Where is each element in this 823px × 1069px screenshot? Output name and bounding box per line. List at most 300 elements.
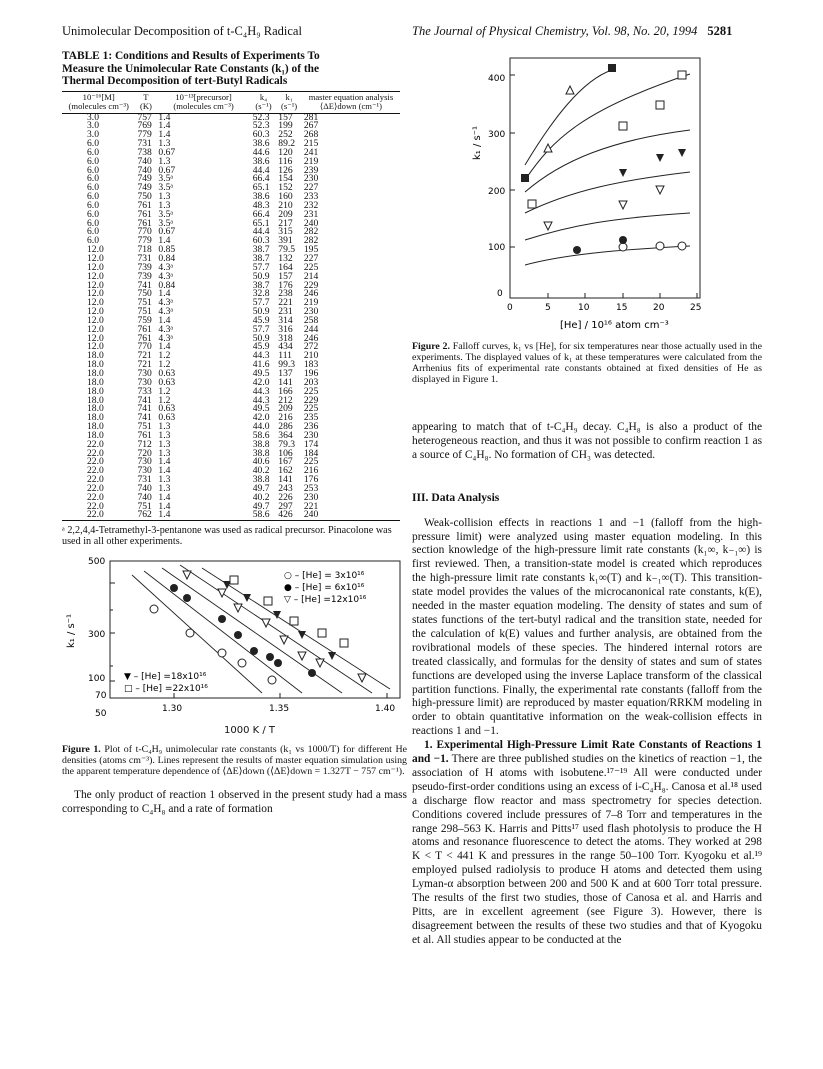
svg-text:1.35: 1.35 (269, 704, 290, 715)
journal-citation (412, 24, 732, 39)
table-cell: 730 (137, 465, 152, 477)
table-cell: 60.3 (252, 235, 270, 247)
table-cell: 12.0 (87, 306, 104, 318)
table-cell: 12.0 (87, 244, 104, 256)
table-cell: 57.7 (252, 297, 270, 309)
table-cell: 426 (278, 509, 293, 521)
table-row (62, 343, 400, 352)
table-cell: 167 (278, 456, 293, 468)
table-cell: 1.2 (158, 385, 171, 397)
data-point (521, 174, 529, 182)
table-cell: 18.0 (87, 394, 104, 406)
table-caption (62, 50, 407, 88)
falloff-curve (525, 130, 690, 192)
table-cell: 199 (278, 120, 293, 132)
table-cell: 22.0 (87, 456, 104, 468)
table-cell: 769 (137, 120, 152, 132)
table-row (62, 255, 400, 264)
table-row (62, 423, 400, 432)
data-point (678, 149, 686, 157)
table-cell: 166 (278, 385, 293, 397)
data-point (250, 647, 258, 655)
table-row (62, 299, 400, 308)
table-cell: 44.4 (252, 226, 270, 238)
table-row (62, 202, 400, 211)
table-row (62, 370, 400, 379)
table-cell: 741 (137, 279, 152, 291)
table-cell: 1.4 (158, 314, 171, 326)
table-cell: 239 (303, 164, 319, 176)
table-row (62, 273, 400, 282)
svg-text:400: 400 (488, 74, 506, 84)
table-cell: 1.2 (158, 359, 171, 371)
table-cell: 0.63 (158, 367, 176, 379)
table-cell: 252 (278, 129, 293, 141)
table-cell: 281 (303, 111, 319, 123)
table-cell: 1.4 (158, 288, 171, 300)
table-cell: 152 (278, 182, 293, 194)
table-cell: 40.2 (252, 465, 270, 477)
table-cell: 4.3ᵃ (158, 261, 174, 273)
table-cell: 6.0 (87, 155, 99, 167)
data-point (262, 619, 270, 627)
table-cell: 779 (137, 129, 152, 141)
table-row (62, 122, 400, 131)
table-cell: 4.3ᵃ (158, 297, 174, 309)
table-cell: 230 (303, 173, 319, 185)
right-column (412, 50, 762, 948)
table-row (62, 140, 400, 149)
table-cell: 40.2 (252, 491, 270, 503)
table-cell: 0.67 (158, 226, 176, 238)
table-cell: 3.5ᵃ (158, 208, 174, 220)
table-cell: 225 (303, 456, 319, 468)
figure2-data-points (521, 64, 686, 254)
data-point (268, 676, 276, 684)
table-cell: 162 (278, 465, 293, 477)
table-cell: 60.3 (252, 129, 270, 141)
table-cell: 18.0 (87, 359, 104, 371)
table-cell: 212 (278, 394, 293, 406)
table-cell: 38.7 (252, 253, 270, 264)
table-cell: 6.0 (87, 164, 99, 176)
table-row (62, 308, 400, 317)
table-cell: 210 (303, 350, 319, 362)
table-cell: 217 (278, 217, 293, 229)
data-point (678, 71, 686, 79)
paragraph (412, 517, 762, 740)
table-cell: 18.0 (87, 403, 104, 415)
table-cell: 733 (137, 385, 152, 397)
table-cell: 4.3ᵃ (158, 270, 174, 282)
column-header: 10⁻¹⁶[M] (molecules cm⁻³) (62, 91, 135, 113)
paragraph-text: There are three published studies on the kinetics of reaction −1, the association of H atoms with isobutene.¹⁷⁻¹⁹ All were conducted under pseudo-first-order conditions using an excess of i-C₄H₈. Canosa et al.¹⁸ used a discharge flow reactor and mass spectrometry for species detection. Conditions covered include pressures of 7–8 Torr and temperatures in the range 298–563 K. Harris and Pitts¹⁷ used flash photolysis to produce the H atoms and resonance fluorescence to detect the atoms. They worked at 298 K < T < 441 K and pressures in the range 50–100 Torr. Kyogoku et al.¹⁹ employed pulsed radiolysis to produce H atoms and detected them using Lyman-α absorption between 200 and 500 K and at 600 Torr total pressure. The results of the first two studies, those of Canosa et al. and Harris and Pitts, are in excellent agreement (see Figure 3). However, there is disagreement between the results of these two studies and that of Kyogoku et al. All studies appear to be conducted at the (412, 753, 762, 946)
table-cell: 22.0 (87, 500, 104, 512)
data-point (608, 64, 616, 72)
table-cell: 1.3 (158, 429, 171, 441)
table-cell: 209 (278, 208, 293, 220)
data-point (298, 631, 306, 639)
table-cell: 318 (278, 332, 293, 344)
data-point (238, 659, 246, 667)
table-row (62, 503, 400, 512)
table-cell: 316 (278, 323, 293, 335)
table-cell: 49.7 (252, 482, 270, 494)
table-cell: 1.3 (158, 421, 171, 433)
table-cell: 282 (303, 235, 319, 247)
table-cell: 4.3ᵃ (158, 306, 174, 318)
table-row (62, 326, 400, 335)
table-row (62, 175, 400, 184)
table-cell: 45.9 (252, 341, 270, 353)
table-cell: 779 (137, 235, 152, 247)
figure2-frame (488, 58, 701, 313)
table-row (62, 220, 400, 229)
table-cell: 434 (278, 341, 293, 353)
paragraph-text: The only product of reaction 1 observed in the present study had a mass corresponding to C₄H₈ and a rate of formation (62, 789, 407, 816)
table-cell: 1.3 (158, 155, 171, 167)
table-cell: 1.4 (158, 120, 171, 132)
table-cell: 6.0 (87, 138, 99, 150)
table-cell: 231 (303, 208, 319, 220)
table-row (62, 397, 400, 406)
table-cell: 57.7 (252, 261, 270, 273)
table-cell: 241 (303, 146, 319, 158)
svg-text:300: 300 (488, 130, 506, 140)
svg-text:1.40: 1.40 (375, 704, 396, 715)
table-cell: 750 (137, 191, 152, 203)
svg-text:100: 100 (488, 243, 506, 253)
table-cell: 229 (303, 279, 319, 291)
table-cell: 751 (137, 500, 152, 512)
data-point (528, 200, 536, 208)
table-cell: 12.0 (87, 253, 104, 264)
table-cell: 761 (137, 323, 152, 335)
table-cell: 229 (303, 394, 319, 406)
column-header: master equation analysis ⟨ΔE⟩down (cm⁻¹) (302, 91, 400, 113)
journal-name: The Journal of Physical Chemistry, Vol. 98, No. 20, 1994 (412, 24, 698, 38)
table-cell: 230 (303, 429, 319, 441)
table-cell: 44.3 (252, 385, 270, 397)
table-cell: 230 (303, 491, 319, 503)
table-cell: 120 (278, 146, 293, 158)
table-cell: 157 (278, 111, 293, 123)
table-cell: 49.5 (252, 367, 270, 379)
table-cell: 79.3 (278, 438, 296, 450)
data-point (318, 629, 326, 637)
table-cell: 225 (303, 261, 319, 273)
data-point (218, 589, 226, 597)
table-cell: 12.0 (87, 297, 104, 309)
table-body (62, 113, 400, 521)
table-cell: 1.2 (158, 350, 171, 362)
data-point (186, 629, 194, 637)
table-cell: 253 (303, 482, 319, 494)
paragraph-text: Weak-collision effects in reactions 1 and −1 (falloff from the high-pressure limit) were analyzed using master equation modeling. In this section knowledge of the high-pressure limit rate constants (k₁∞, k₋₁∞) is first reviewed. Then, a transition-state model is created which reproduces the high-pressure limit rate constants k₁∞(T) and k₋₁∞(T). This transition-state model provides the values of the microcanonical rate constants, k(E), needed in the master equation modeling. The density of states and sum of states functions of the tert-butyl radical and the transition state, needed for the calculation of k(E) values and further analysis, are obtained from the rovibrational models of these species. The hindered internal rotors are treated classically, and formulas for the density of states and sum of states functions are developed using the inverse Laplace transform of the classical partition functions. Finally, the experimental rate constants (falloff from the high-pressure limit) are reproduced by master equation/RRKM modeling in order to obtain quantitative information on the weak-collision effects in reactions 1 and −1. (412, 516, 762, 738)
data-point (328, 652, 336, 660)
table-cell: 216 (303, 465, 319, 477)
table-cell: 0.67 (158, 146, 176, 158)
data-point (619, 236, 627, 244)
figure1-plot (62, 553, 407, 723)
table-cell: 219 (303, 297, 319, 309)
data-point (566, 86, 574, 94)
table-cell: 227 (303, 182, 319, 194)
table-cell: 268 (303, 129, 319, 141)
data-point (619, 243, 627, 251)
table-cell: 195 (303, 244, 319, 256)
svg-text:70: 70 (95, 691, 107, 702)
table-cell: 0.63 (158, 376, 176, 388)
table-cell: 216 (278, 412, 293, 424)
table-cell: 1.4 (158, 465, 171, 477)
table-cell: 210 (278, 199, 293, 211)
table-cell: 739 (137, 261, 152, 273)
svg-text:10: 10 (578, 303, 590, 313)
table-cell: 22.0 (87, 447, 104, 459)
figure2-falloff-curves (525, 70, 690, 265)
table-cell: 731 (137, 138, 152, 150)
table-row (62, 246, 400, 255)
table-cell: 32.8 (252, 288, 270, 300)
table-cell: 6.0 (87, 182, 99, 194)
table-cell: 731 (137, 474, 152, 486)
table-cell: 3.0 (87, 129, 99, 141)
table-cell: 6.0 (87, 199, 99, 211)
data-point (183, 571, 191, 579)
table-cell: 6.0 (87, 226, 99, 238)
paragraph (412, 739, 762, 948)
table-cell: 106 (278, 447, 293, 459)
data-point (274, 659, 282, 667)
table-cell: 22.0 (87, 474, 104, 486)
table-cell: 52.3 (252, 111, 270, 123)
table-cell: 6.0 (87, 146, 99, 158)
table-cell: 0.67 (158, 164, 176, 176)
table-cell: 0.63 (158, 412, 176, 424)
table-cell: 751 (137, 421, 152, 433)
table-cell: 141 (278, 376, 293, 388)
subsection-heading: 1. Experimental High-Pressure Limit Rate Constants of Reactions 1 and −1. (412, 739, 762, 766)
table-cell: 42.0 (252, 412, 270, 424)
table-cell: 49.5 (252, 403, 270, 415)
table-cell: 38.8 (252, 447, 270, 459)
table-cell: 282 (303, 226, 319, 238)
table-cell: 227 (303, 253, 319, 264)
figure1-legend-entry: □ – [He] =22x10¹⁶ (124, 684, 208, 695)
figure2-caption-label: Figure 2. (412, 341, 450, 352)
figure1-legend-entry: ▽ – [He] =12x10¹⁶ (284, 595, 367, 606)
table-cell: 730 (137, 376, 152, 388)
table-cell: 65.1 (252, 182, 270, 194)
table-cell: 12.0 (87, 341, 104, 353)
table-row (62, 193, 400, 202)
table-cell: 740 (137, 491, 152, 503)
table-cell: 132 (278, 253, 293, 264)
table-cell: 203 (303, 376, 319, 388)
table-cell: 12.0 (87, 332, 104, 344)
table-cell: 1.3 (158, 474, 171, 486)
table-cell: 52.3 (252, 120, 270, 132)
figure1-y-axis-label: k₁ / s⁻¹ (66, 614, 77, 649)
table-cell: 4.3ᵃ (158, 323, 174, 335)
table-cell: 50.9 (252, 306, 270, 318)
table-cell: 750 (137, 288, 152, 300)
figure1-frame (88, 557, 400, 719)
data-point (619, 201, 627, 209)
table-cell: 751 (137, 297, 152, 309)
table-cell: 232 (303, 199, 319, 211)
table-cell: 41.6 (252, 359, 270, 371)
table-cell: 225 (303, 403, 319, 415)
table-cell: 12.0 (87, 261, 104, 273)
table-footnote: ᵃ 2,2,4,4-Tetramethyl-3-pentanone was used as radical precursor. Pinacolone was used in all other experiments. (62, 525, 392, 548)
column-header: T (K) (135, 91, 156, 113)
table-row (62, 158, 400, 167)
data-point (266, 653, 274, 661)
table-cell: 116 (278, 155, 293, 167)
table-cell: 240 (303, 509, 319, 521)
table-cell: 40.6 (252, 456, 270, 468)
table-cell: 6.0 (87, 235, 99, 247)
table-row (62, 167, 400, 176)
table-cell: 18.0 (87, 421, 104, 433)
table-cell: 0.63 (158, 403, 176, 415)
data-point (280, 636, 288, 644)
data-point (243, 594, 251, 602)
data-point (264, 597, 272, 605)
table-cell: 49.7 (252, 500, 270, 512)
table-cell: 712 (137, 438, 152, 450)
table-cell: 267 (303, 120, 319, 132)
table-row (62, 361, 400, 370)
table-cell: 42.0 (252, 376, 270, 388)
table-cell: 18.0 (87, 429, 104, 441)
table-row (62, 414, 400, 423)
table-cell: 761 (137, 199, 152, 211)
table-cell: 1.4 (158, 500, 171, 512)
table-cell: 18.0 (87, 367, 104, 379)
table-cell: 50.9 (252, 270, 270, 282)
svg-text:5: 5 (545, 303, 551, 313)
data-point (308, 669, 316, 677)
table-cell: 3.5ᵃ (158, 217, 174, 229)
table-row (62, 405, 400, 414)
table-row (62, 113, 400, 122)
table-cell: 209 (278, 403, 293, 415)
table-row (62, 379, 400, 388)
table-cell: 739 (137, 270, 152, 282)
table-row (62, 211, 400, 220)
table-cell: 286 (278, 421, 293, 433)
figure1-legend-entry: ▼ – [He] =18x10¹⁶ (124, 672, 207, 683)
table-caption-line: TABLE 1: Conditions and Results of Experiments To (62, 50, 320, 62)
table-row (62, 335, 400, 344)
table-cell: 731 (137, 253, 152, 264)
figure1-caption (62, 744, 407, 777)
table-cell: 1.3 (158, 438, 171, 450)
figure2-x-axis-label: [He] / 10¹⁶ atom cm⁻³ (560, 320, 669, 331)
table-cell: 243 (278, 482, 293, 494)
falloff-curve (525, 172, 690, 213)
data-point (678, 242, 686, 250)
figure2-y-axis-label: k₁ / s⁻¹ (472, 125, 483, 160)
table-cell: 1.2 (158, 394, 171, 406)
data-point (358, 674, 366, 682)
table-cell: 196 (303, 367, 319, 379)
table-cell: 12.0 (87, 314, 104, 326)
table-cell: 12.0 (87, 323, 104, 335)
table-cell: 1.3 (158, 447, 171, 459)
table-cell: 22.0 (87, 465, 104, 477)
table-cell: 174 (303, 438, 319, 450)
table-cell: 176 (278, 279, 293, 291)
table-cell: 314 (278, 314, 293, 326)
table-row (62, 441, 400, 450)
table-cell: 1.3 (158, 191, 171, 203)
data-point (316, 659, 324, 667)
table-cell: 751 (137, 306, 152, 318)
table-cell: 1.4 (158, 111, 171, 123)
data-point (656, 101, 664, 109)
table-cell: 99.3 (278, 359, 296, 371)
table-cell: 258 (303, 314, 319, 326)
table-cell: 164 (278, 261, 293, 273)
data-point (573, 246, 581, 254)
data-point (290, 617, 298, 625)
table-cell: 315 (278, 226, 293, 238)
table-cell: 45.9 (252, 314, 270, 326)
figure1-caption-label: Figure 1. (62, 744, 101, 756)
table-cell: 214 (303, 270, 319, 282)
table-cell: 749 (137, 173, 152, 185)
table-cell: 759 (137, 314, 152, 326)
svg-text:100: 100 (88, 674, 106, 685)
data-point (656, 242, 664, 250)
figure1-caption-text: Plot of t-C₄H₉ unimolecular rate constants (k₁ vs 1000/T) for different He densities (atoms cm⁻³). Lines represent the results of master equation simulation using the apparent temperature dependence of ⟨ΔE⟩down (⟨ΔE⟩down = 1.327T − 757 cm⁻¹). (62, 744, 407, 778)
table-cell: 761 (137, 429, 152, 441)
table-cell: 1.4 (158, 235, 171, 247)
table-cell: 44.3 (252, 350, 270, 362)
table-cell: 89.2 (278, 138, 296, 150)
data-point (619, 169, 627, 177)
table-cell: 1.4 (158, 129, 171, 141)
results-table (62, 91, 400, 522)
table-cell: 137 (278, 367, 293, 379)
table-cell: 244 (303, 323, 319, 335)
table-cell: 225 (303, 385, 319, 397)
table-cell: 757 (137, 111, 152, 123)
table-cell: 38.6 (252, 138, 270, 150)
table-cell: 1.3 (158, 199, 171, 211)
data-point (298, 652, 306, 660)
table-cell: 761 (137, 208, 152, 220)
table-cell: 741 (137, 403, 152, 415)
table-cell: 0.84 (158, 253, 176, 264)
table-cell: 157 (278, 270, 293, 282)
table-cell: 18.0 (87, 385, 104, 397)
table-cell: 38.7 (252, 279, 270, 291)
table-cell: 738 (137, 146, 152, 158)
table-cell: 38.6 (252, 155, 270, 167)
data-point (234, 604, 242, 612)
table-cell: 236 (303, 421, 319, 433)
data-point (150, 605, 158, 613)
table-cell: 219 (303, 155, 319, 167)
table-cell: 233 (303, 191, 319, 203)
table-row (62, 485, 400, 494)
table-cell: 770 (137, 341, 152, 353)
